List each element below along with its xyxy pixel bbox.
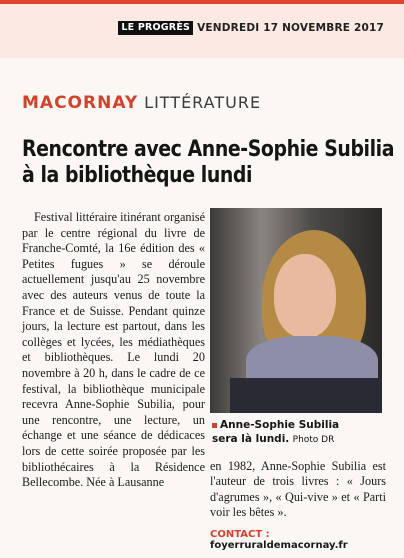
body-text-2: en 1982, Anne-Sophie Subilia est l'auteur de trois livres : « Jours d'agrumes », « Qui-vive » et « Parti voir les bêtes ». [210, 459, 386, 520]
section-location: MACORNAY [22, 93, 139, 113]
photo-credit: Photo DR [292, 435, 335, 445]
section-label [22, 93, 261, 113]
newspaper-logo: LE PROGRÈS [118, 21, 193, 35]
caption-line-1: Anne-Sophie Subilia [220, 419, 340, 431]
caption-bullet-icon [212, 423, 217, 428]
photo-caption [212, 418, 387, 447]
photo-face-shape [274, 254, 336, 338]
masthead [118, 21, 384, 35]
article-body-column-1 [22, 210, 205, 491]
header-rule [0, 0, 404, 4]
author-photo [210, 208, 382, 413]
contact-link[interactable]: foyerruraldemacornay.fr [210, 540, 348, 551]
contact-line [210, 529, 404, 551]
article-body-column-2 [210, 459, 386, 521]
body-text-1: Festival littéraire itinérant organisé par le centre régional du livre de Franche-Comté, la 16e édition des « Petites fugues » se déroule actuellement jusqu'au 25 novembre avec des auteurs venus de toute la France et de Suisse. Pendant quinze jours, la lecture est partout, dans les collèges et lycées, les médiathèques et bibliothèques. Le lundi 20 novembre à 20 h, dans le cadre de ce festival, la bibliothèque municipale recevra Anne-Sophie Subilia, pour une rencontre, une lecture, un échange et une séance de dédicaces lors de cette soirée proposée par les bibliothécaires à la Résidence Bellecombe. Née à Lausanne [22, 210, 205, 490]
article-headline: Rencontre avec Anne-Sophie Subilia à la bibliothèque lundi [22, 136, 395, 188]
photo-coat-shape [230, 378, 382, 413]
issue-date: VENDREDI 17 NOVEMBRE 2017 [197, 22, 384, 34]
section-rubric: LITTÉRATURE [144, 93, 262, 112]
caption-line-2: sera là lundi. [212, 433, 290, 445]
contact-label: CONTACT : [210, 529, 270, 540]
